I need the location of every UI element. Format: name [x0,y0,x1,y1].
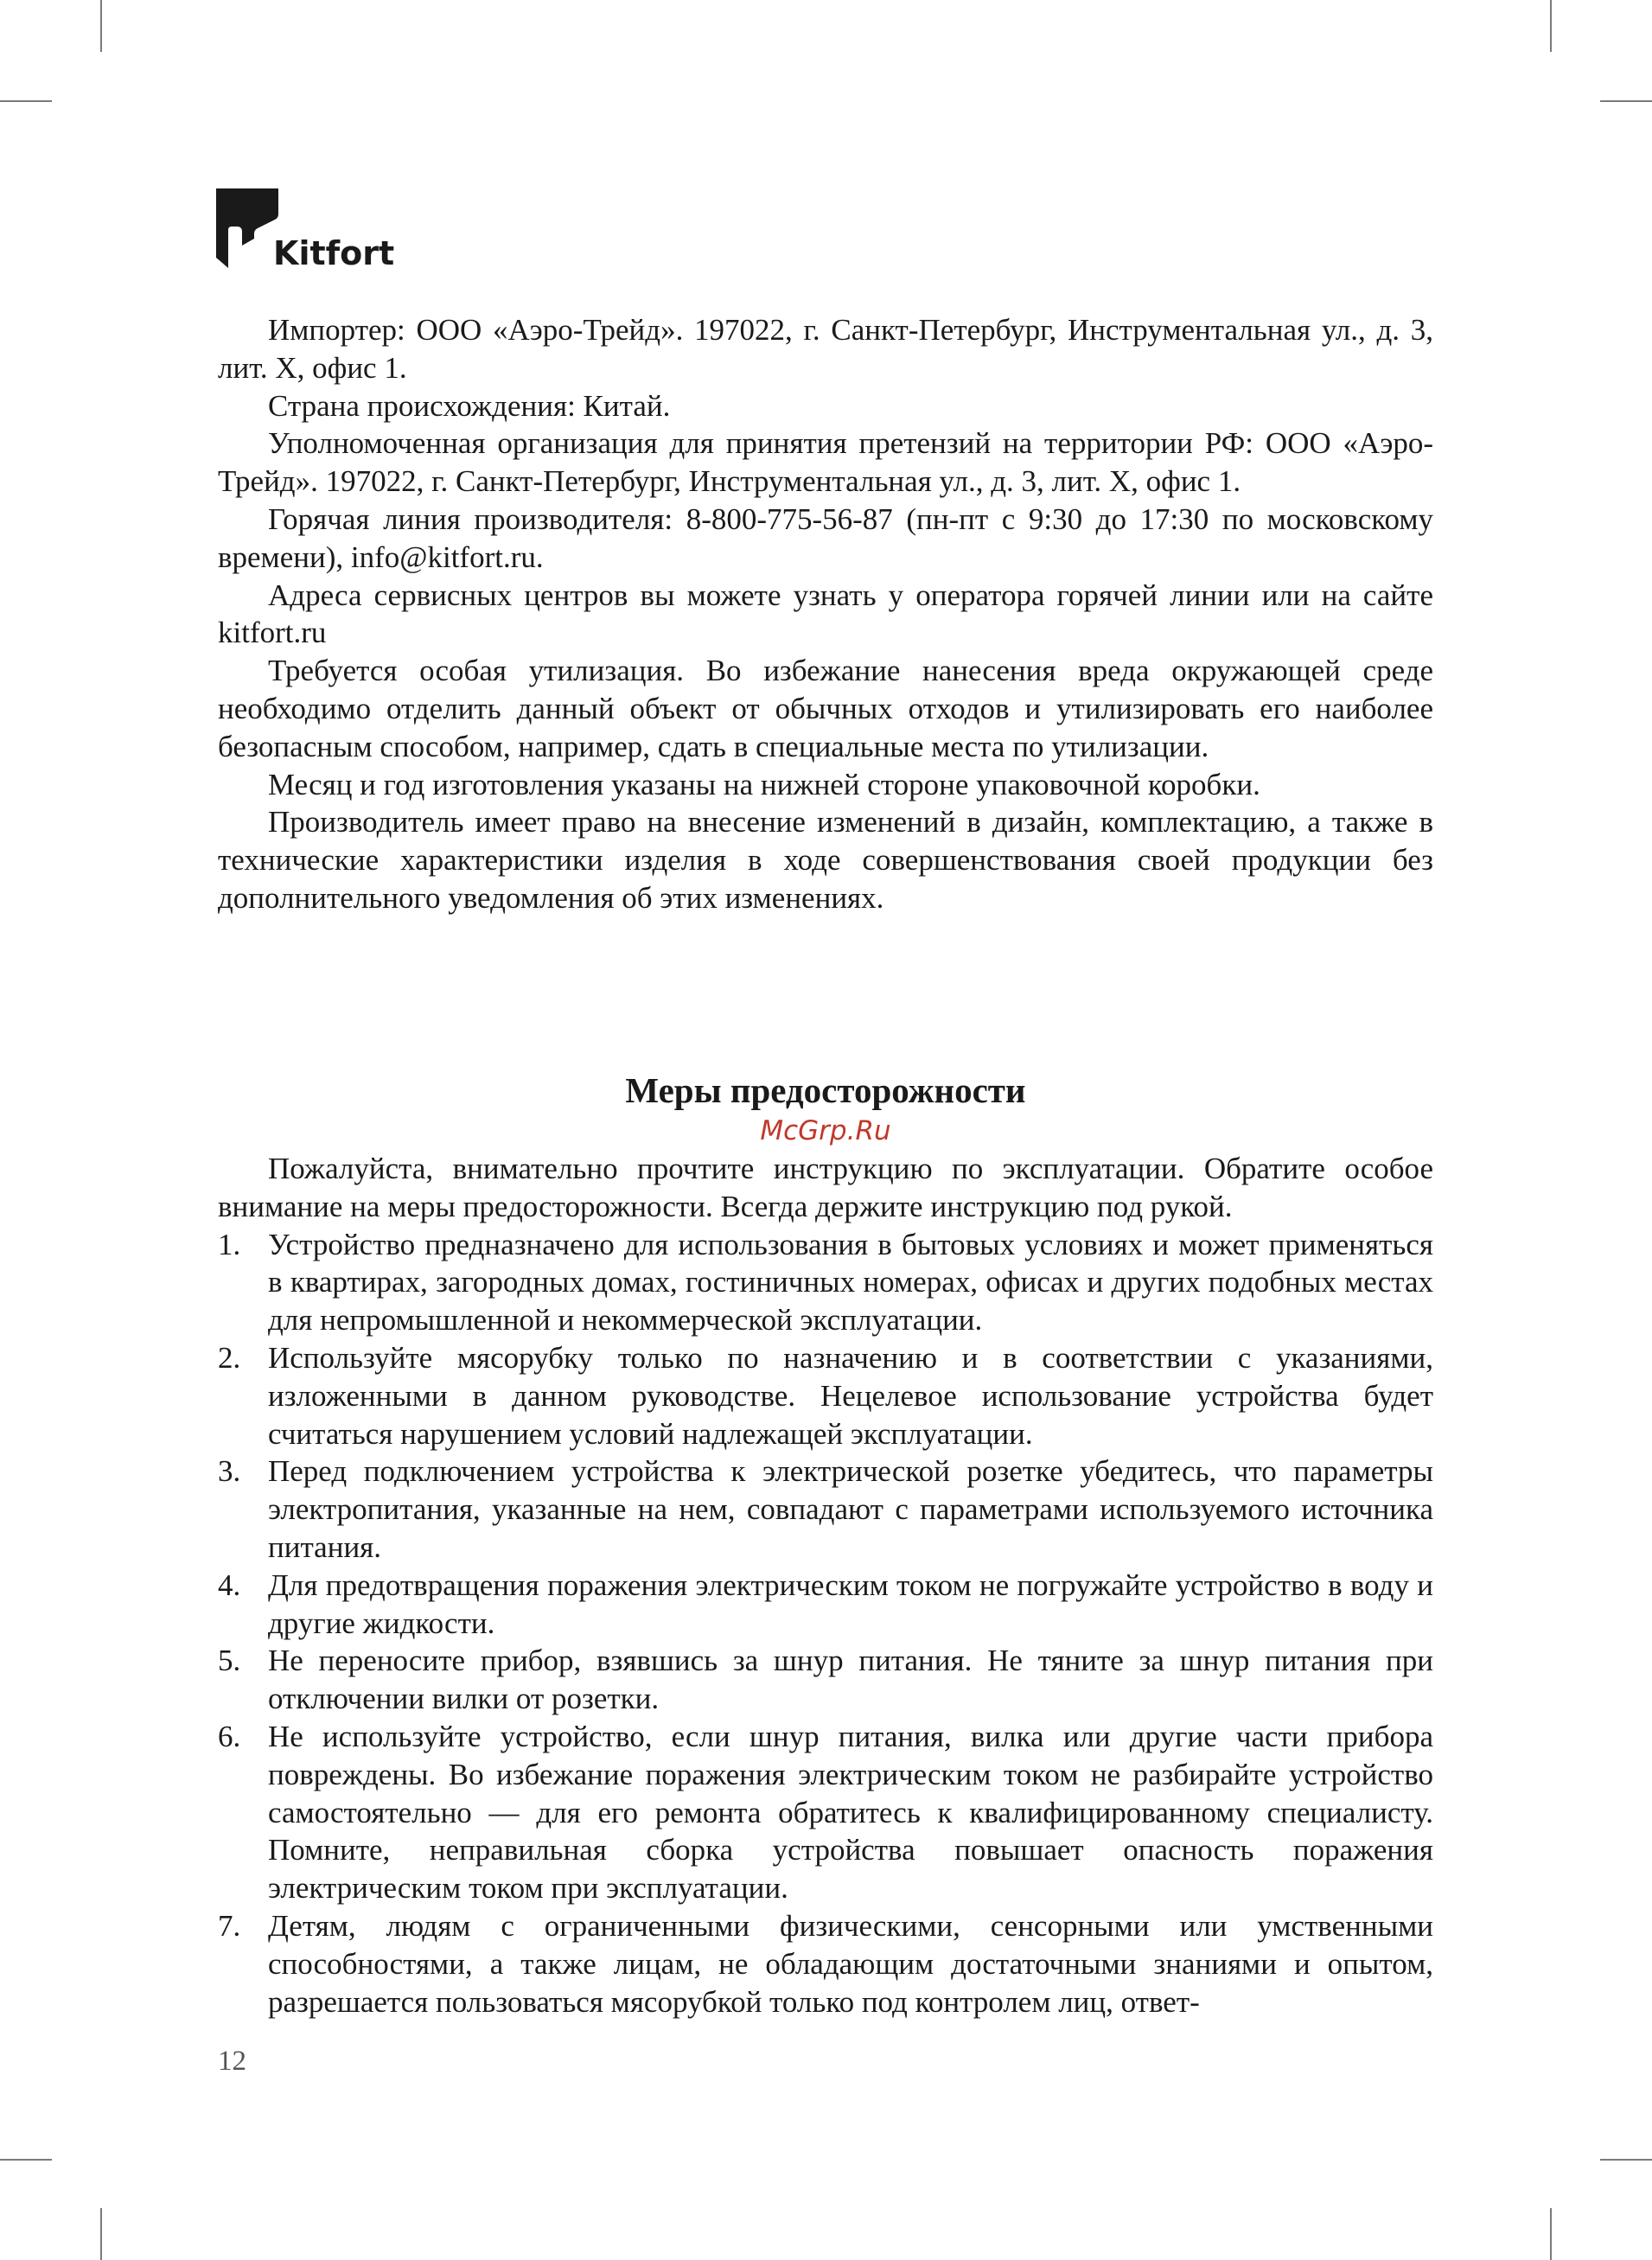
list-item-number: 5. [218,1644,241,1678]
crop-mark-top-left [100,0,102,52]
kitfort-logo-icon [216,188,278,268]
list-item-text: Для предотвращения поражения электрическим током не погружайте устройство в воду и другие жидкости. [268,1567,1433,1640]
list-item [218,1339,1433,1452]
list-item [218,1226,1433,1339]
intro-section [218,311,1433,917]
list-item-text: Не используйте устройство, если шнур питания, вилка или другие части прибора повреждены. Во избежание поражения электрическим током не разбирайте устройство самостоятельно — для его ремонта обратитесь к квалифицированному специалисту. Помните, неправильная сборка устройства повышает опасность поражения электрическим током при эксплуатации. [268,1719,1433,1906]
hotline-paragraph: Горячая линия производителя: 8-800-775-56-87 (пн-пт с 9:30 до 17:30 по московскому времени), info@kitfort.ru. [218,501,1433,574]
origin-paragraph: Страна происхождения: Китай. [268,388,671,423]
crop-mark-left-top [0,100,52,102]
crop-mark-top-right [1550,0,1552,52]
brand-logo [216,188,395,272]
section-title: Меры предосторожности [625,1070,1026,1110]
list-item-text: Устройство предназначено для использования в бытовых условиях и может применяться в квартирах, загородных домах, гостиничных номерах, офисах и других подобных местах для непромышленной и некоммерческой эксплуатации. [268,1227,1433,1337]
list-item-text: Используйте мясорубку только по назначению и в соответствии с указаниями, изложенными в данном руководстве. Нецелевое использование устройства будет считаться нарушением условий надлежащей эксплуатации. [268,1340,1433,1451]
manufacture-date-paragraph: Месяц и год изготовления указаны на нижней стороне упаковочной коробки. [268,767,1260,801]
list-item [218,1718,1433,1907]
list-item-number: 1. [218,1227,241,1261]
service-centers-paragraph: Адреса сервисных центров вы можете узнать у оператора горячей линии или на сайте kitfort.ru [218,578,1433,650]
crop-mark-left-bottom [0,2159,52,2161]
claims-organization-paragraph: Уполномоченная организация для принятия претензий на территории РФ: ООО «Аэро-Трейд». 197022, г. Санкт-Петербург, Инструментальная ул., д. 3, лит. Х, офис 1. [218,426,1433,499]
page-number: 12 [218,2046,246,2077]
precautions-section [218,1150,1433,2021]
list-item-number: 7. [218,1908,241,1943]
list-item-text: Детям, людям с ограниченными физическими, сенсорными или умственными способностями, а также лицам, не обладающим достаточными знаниями и опытом, разрешается пользоваться мясорубкой только под контролем лиц, ответ- [268,1908,1433,2019]
crop-mark-right-top [1600,100,1652,102]
importer-paragraph: Импортер: ООО «Аэро-Трейд». 197022, г. Санкт-Петербург, Инструментальная ул., д. 3, лит. Х, офис 1. [218,313,1433,385]
list-item-text: Не переносите прибор, взявшись за шнур питания. Не тяните за шнур питания при отключении вилки от розетки. [268,1644,1433,1716]
list-item-text: Перед подключением устройства к электрической розетке убедитесь, что параметры электропитания, указанные на нем, совпадают с параметрами используемого источника питания. [268,1454,1433,1564]
list-item-number: 4. [218,1567,241,1602]
list-item [218,1907,1433,2021]
crop-mark-bottom-right [1550,2208,1552,2260]
brand-name: Kitfort [273,234,395,272]
list-item [218,1452,1433,1566]
precautions-list [218,1226,1433,2021]
crop-mark-right-bottom [1600,2159,1652,2161]
list-item-number: 3. [218,1454,241,1489]
manufacturer-rights-paragraph: Производитель имеет право на внесение изменений в дизайн, комплектацию, а также в технические характеристики изделия в ходе совершенствования своей продукции без дополнительного уведомления об этих изменениях. [218,805,1433,915]
crop-mark-bottom-left [100,2208,102,2260]
disposal-paragraph: Требуется особая утилизация. Во избежание нанесения вреда окружающей среде необходимо отделить данный объект от обычных отходов и утилизировать его наиболее безопасным способом, например, сдать в специальные места по утилизации. [218,654,1433,763]
list-item [218,1567,1433,1643]
precautions-lead: Пожалуйста, внимательно прочтите инструкцию по эксплуатации. Обратите особое внимание на меры предосторожности. Всегда держите инструкцию под рукой. [218,1152,1433,1223]
list-item-number: 2. [218,1340,241,1375]
watermark: McGrp.Ru [760,1115,891,1146]
list-item-number: 6. [218,1719,241,1753]
list-item [218,1642,1433,1718]
